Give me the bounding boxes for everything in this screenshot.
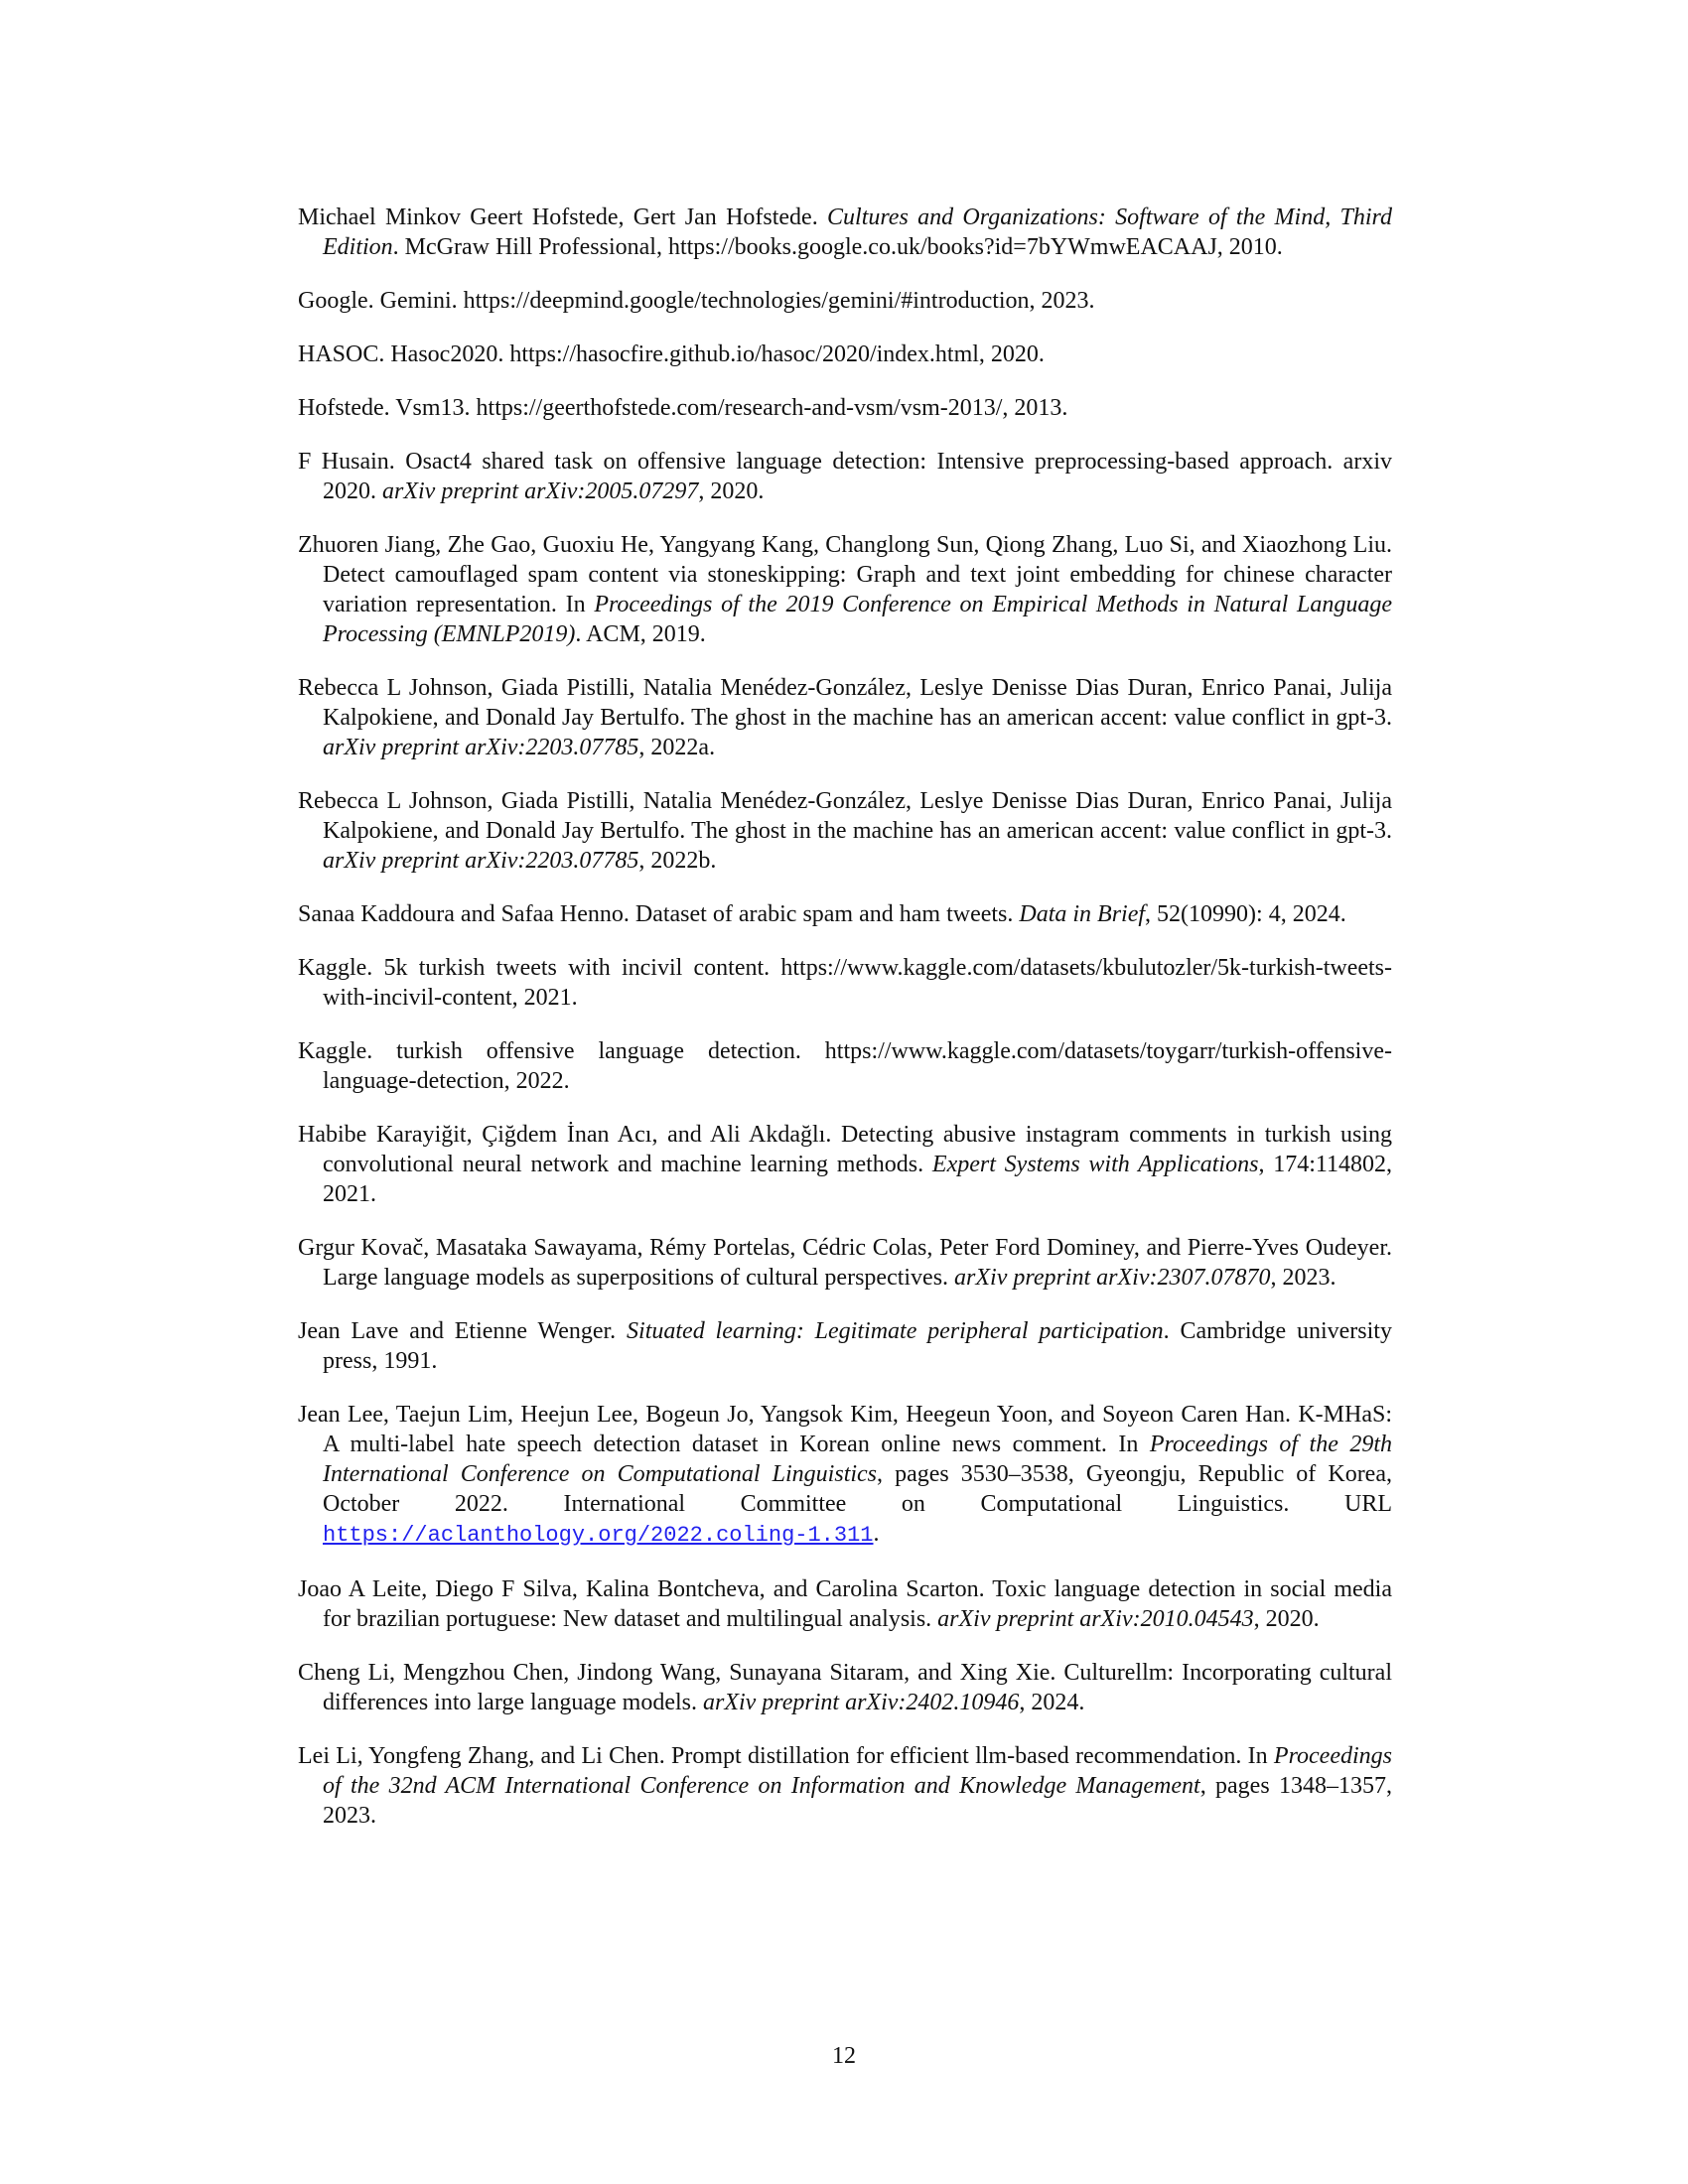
- reference-entry: [298, 1400, 1392, 1551]
- reference-text: , 2023.: [1270, 1265, 1336, 1291]
- reference-venue-italic: arXiv preprint arXiv:2402.10946: [702, 1690, 1020, 1715]
- reference-text: Sanaa Kaddoura and Safaa Henno. Dataset of arabic spam and ham tweets.: [298, 901, 1020, 927]
- reference-text: , 174:114802, 2021.: [323, 1152, 1392, 1207]
- reference-entry: [298, 1574, 1392, 1634]
- reference-entry: [298, 1741, 1392, 1831]
- reference-text: , 2020.: [1253, 1606, 1320, 1632]
- reference-venue-italic: Situated learning: Legitimate peripheral participation: [627, 1318, 1164, 1344]
- reference-text: , 2022b.: [638, 848, 717, 874]
- reference-entry: [298, 1120, 1392, 1209]
- reference-text: , pages 1348–1357, 2023.: [323, 1773, 1392, 1829]
- reference-text: Google. Gemini. https://deepmind.google/technologies/gemini/#introduction, 2023.: [298, 288, 1095, 314]
- reference-text: Jean Lee, Taejun Lim, Heejun Lee, Bogeun Jo, Yangsok Kim, Heegeun Yoon, and Soyeon Caren Han. K-MHaS: A multi-label hate speech detection dataset in Korean online news comment. In: [298, 1402, 1392, 1457]
- reference-text: Cheng Li, Mengzhou Chen, Jindong Wang, Sunayana Sitaram, and Xing Xie. Culturellm: Incorporating cultural differences into large language models.: [298, 1660, 1392, 1715]
- reference-text: Rebecca L Johnson, Giada Pistilli, Natalia Menédez-González, Leslye Denisse Dias Duran, Enrico Panai, Julija Kalpokiene, and Donald Jay Bertulfo. The ghost in the machine has an american accent: value conflict in gpt-3.: [298, 675, 1392, 731]
- reference-entry: [298, 447, 1392, 506]
- reference-venue-italic: arXiv preprint arXiv:2203.07785: [323, 848, 639, 874]
- reference-text: Joao A Leite, Diego F Silva, Kalina Bontcheva, and Carolina Scarton. Toxic language detection in social media for brazilian portuguese: New dataset and multilingual analysis.: [298, 1576, 1392, 1632]
- reference-entry: [298, 1658, 1392, 1717]
- reference-text: Zhuoren Jiang, Zhe Gao, Guoxiu He, Yangyang Kang, Changlong Sun, Qiong Zhang, Luo Si, and Xiaozhong Liu. Detect camouflaged spam content via stoneskipping: Graph and text joint embedding for chinese character variation representation. In: [298, 532, 1392, 617]
- reference-text: Hofstede. Vsm13. https://geerthofstede.com/research-and-vsm/vsm-2013/, 2013.: [298, 395, 1068, 421]
- reference-text: , 2022a.: [638, 735, 716, 760]
- reference-text: . ACM, 2019.: [575, 621, 706, 647]
- reference-venue-italic: arXiv preprint arXiv:2005.07297: [382, 478, 699, 504]
- reference-entry: [298, 203, 1392, 262]
- reference-venue-italic: Proceedings of the 32nd ACM International Conference on Information and Knowledge Management: [323, 1743, 1392, 1799]
- reference-text: Michael Minkov Geert Hofstede, Gert Jan Hofstede.: [298, 205, 828, 230]
- reference-venue-italic: arXiv preprint arXiv:2203.07785: [323, 735, 639, 760]
- reference-entry: [298, 953, 1392, 1013]
- reference-venue-italic: arXiv preprint arXiv:2307.07870: [954, 1265, 1271, 1291]
- reference-url-link[interactable]: https://aclanthology.org/2022.coling-1.311: [323, 1523, 874, 1548]
- reference-text: Kaggle. 5k turkish tweets with incivil content. https://www.kaggle.com/datasets/kbulutozler/5k-turkish-tweets-with-incivil-content, 2021.: [298, 955, 1392, 1011]
- reference-text: . McGraw Hill Professional, https://books.google.co.uk/books?id=7bYWmwEACAAJ, 2010.: [392, 234, 1283, 260]
- reference-entry: [298, 1316, 1392, 1376]
- reference-entry: [298, 899, 1392, 929]
- reference-text: , 2020.: [698, 478, 765, 504]
- reference-entry: [298, 1036, 1392, 1096]
- reference-entry: [298, 1233, 1392, 1293]
- reference-list: [298, 203, 1392, 1854]
- reference-venue-italic: Expert Systems with Applications: [931, 1152, 1259, 1177]
- reference-text: , 2024.: [1019, 1690, 1085, 1715]
- reference-text: Kaggle. turkish offensive language detection. https://www.kaggle.com/datasets/toygarr/turkish-offensive-language-detection, 2022.: [298, 1038, 1392, 1094]
- page-number: 12: [832, 2043, 856, 2069]
- reference-text: .: [873, 1521, 880, 1547]
- reference-entry: [298, 673, 1392, 762]
- reference-venue-italic: Cultures and Organizations: Software of the Mind, Third Edition: [323, 205, 1392, 260]
- reference-text: , 52(10990): 4, 2024.: [1145, 901, 1346, 927]
- reference-text: , pages 3530–3538, Gyeongju, Republic of Korea, October 2022. International Committee on Computational Linguistics. URL: [323, 1461, 1392, 1517]
- reference-entry: [298, 340, 1392, 369]
- reference-text: F Husain. Osact4 shared task on offensive language detection: Intensive preprocessing-based approach. arxiv 2020.: [298, 449, 1392, 504]
- reference-entry: [298, 786, 1392, 876]
- reference-entry: [298, 393, 1392, 423]
- reference-text: Habibe Karayiğit, Çiğdem İnan Acı, and Ali Akdağlı. Detecting abusive instagram comments in turkish using convolutional neural network and machine learning methods.: [298, 1122, 1392, 1177]
- reference-text: Grgur Kovač, Masataka Sawayama, Rémy Portelas, Cédric Colas, Peter Ford Dominey, and Pierre-Yves Oudeyer. Large language models as superpositions of cultural perspectives.: [298, 1235, 1392, 1291]
- reference-venue-italic: Data in Brief: [1019, 901, 1146, 927]
- reference-text: Jean Lave and Etienne Wenger.: [298, 1318, 628, 1344]
- reference-entry: [298, 530, 1392, 649]
- reference-text: Rebecca L Johnson, Giada Pistilli, Natalia Menédez-González, Leslye Denisse Dias Duran, Enrico Panai, Julija Kalpokiene, and Donald Jay Bertulfo. The ghost in the machine has an american accent: value conflict in gpt-3.: [298, 788, 1392, 844]
- reference-text: . Cambridge university press, 1991.: [323, 1318, 1392, 1374]
- reference-venue-italic: arXiv preprint arXiv:2010.04543: [937, 1606, 1254, 1632]
- reference-text: Lei Li, Yongfeng Zhang, and Li Chen. Prompt distillation for efficient llm-based recommendation. In: [298, 1743, 1274, 1769]
- reference-text: HASOC. Hasoc2020. https://hasocfire.github.io/hasoc/2020/index.html, 2020.: [298, 341, 1045, 367]
- reference-entry: [298, 286, 1392, 316]
- reference-venue-italic: Proceedings of the 29th International Conference on Computational Linguistics: [323, 1432, 1392, 1487]
- reference-venue-italic: Proceedings of the 2019 Conference on Empirical Methods in Natural Language Processing (EMNLP2019): [323, 592, 1393, 647]
